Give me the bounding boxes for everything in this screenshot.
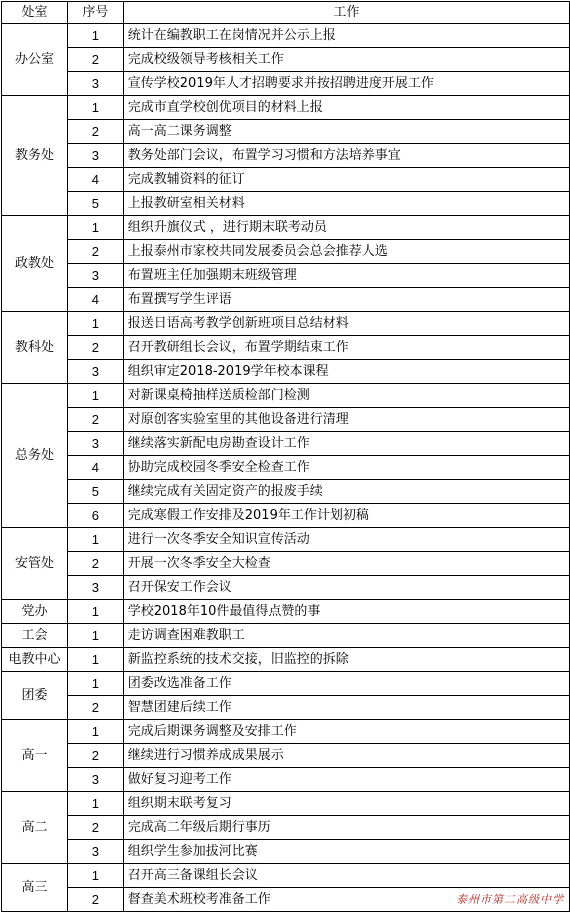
work-cell: 召开高三备课组长会议 bbox=[123, 864, 569, 888]
work-cell: 走访调查困难教职工 bbox=[123, 624, 569, 648]
dept-cell: 工会 bbox=[2, 624, 68, 648]
table-row bbox=[2, 96, 570, 120]
number-cell: 3 bbox=[67, 576, 123, 600]
work-cell: 组织审定2018-2019学年校本课程 bbox=[123, 360, 569, 384]
table-row bbox=[2, 600, 570, 624]
number-cell: 2 bbox=[67, 48, 123, 72]
work-cell: 完成市直学校创优项目的材料上报 bbox=[123, 96, 569, 120]
number-cell: 2 bbox=[67, 744, 123, 768]
table-row bbox=[2, 264, 570, 288]
number-cell: 4 bbox=[67, 168, 123, 192]
table-row bbox=[2, 48, 570, 72]
table-row bbox=[2, 552, 570, 576]
number-cell: 1 bbox=[67, 600, 123, 624]
work-cell: 对原创客实验室里的其他设备进行清理 bbox=[123, 408, 569, 432]
number-cell: 3 bbox=[67, 72, 123, 96]
number-cell: 2 bbox=[67, 888, 123, 912]
work-cell: 布置撰写学生评语 bbox=[123, 288, 569, 312]
number-cell: 1 bbox=[67, 624, 123, 648]
table-row bbox=[2, 336, 570, 360]
header-row bbox=[2, 2, 570, 24]
work-cell: 完成寒假工作安排及2019年工作计划初稿 bbox=[123, 504, 569, 528]
work-cell: 新监控系统的技术交接，旧监控的拆除 bbox=[123, 648, 569, 672]
number-cell: 3 bbox=[67, 264, 123, 288]
number-cell: 5 bbox=[67, 480, 123, 504]
number-cell: 3 bbox=[67, 840, 123, 864]
work-cell: 完成后期课务调整及安排工作 bbox=[123, 720, 569, 744]
work-cell: 继续进行习惯养成成果展示 bbox=[123, 744, 569, 768]
table-row bbox=[2, 528, 570, 552]
table-row bbox=[2, 144, 570, 168]
dept-cell: 党办 bbox=[2, 600, 68, 624]
number-cell: 3 bbox=[67, 144, 123, 168]
table-row bbox=[2, 840, 570, 864]
number-cell: 4 bbox=[67, 288, 123, 312]
dept-cell: 教务处 bbox=[2, 96, 68, 216]
table-row bbox=[2, 432, 570, 456]
work-cell: 完成高二年级后期行事历 bbox=[123, 816, 569, 840]
number-cell: 2 bbox=[67, 120, 123, 144]
table-row bbox=[2, 312, 570, 336]
table-row bbox=[2, 648, 570, 672]
number-cell: 2 bbox=[67, 336, 123, 360]
number-cell: 4 bbox=[67, 456, 123, 480]
work-cell: 组织升旗仪式 ，进行期末联考动员 bbox=[123, 216, 569, 240]
number-cell: 1 bbox=[67, 672, 123, 696]
number-cell: 1 bbox=[67, 384, 123, 408]
table-row bbox=[2, 624, 570, 648]
table-row bbox=[2, 240, 570, 264]
work-cell: 召开教研组长会议，布置学期结束工作 bbox=[123, 336, 569, 360]
work-cell: 完成教辅资料的征订 bbox=[123, 168, 569, 192]
dept-cell: 团委 bbox=[2, 672, 68, 720]
work-cell: 宣传学校2019年人才招聘要求并按招聘进度开展工作 bbox=[123, 72, 569, 96]
dept-cell: 教科处 bbox=[2, 312, 68, 384]
table-row bbox=[2, 408, 570, 432]
work-cell: 团委改选准备工作 bbox=[123, 672, 569, 696]
work-cell: 教务处部门会议，布置学习习惯和方法培养事宜 bbox=[123, 144, 569, 168]
number-cell: 2 bbox=[67, 240, 123, 264]
table-row bbox=[2, 816, 570, 840]
dept-cell: 政教处 bbox=[2, 216, 68, 312]
number-cell: 3 bbox=[67, 360, 123, 384]
work-cell: 对新课桌椅抽样送质检部门检测 bbox=[123, 384, 569, 408]
number-cell: 2 bbox=[67, 552, 123, 576]
header-num: 序号 bbox=[67, 2, 123, 24]
table-row bbox=[2, 120, 570, 144]
table-row bbox=[2, 480, 570, 504]
dept-cell: 电教中心 bbox=[2, 648, 68, 672]
table-body bbox=[2, 24, 570, 912]
work-cell: 上报泰州市家校共同发展委员会总会推荐人选 bbox=[123, 240, 569, 264]
dept-cell: 高二 bbox=[2, 792, 68, 864]
work-cell: 统计在编教职工在岗情况并公示上报 bbox=[123, 24, 569, 48]
table-row bbox=[2, 360, 570, 384]
work-cell: 继续落实新配电房勘查设计工作 bbox=[123, 432, 569, 456]
work-cell: 督查美术班校考准备工作 bbox=[123, 888, 569, 912]
work-cell: 开展一次冬季安全大检查 bbox=[123, 552, 569, 576]
work-plan-table bbox=[1, 1, 570, 912]
number-cell: 1 bbox=[67, 24, 123, 48]
dept-cell: 安管处 bbox=[2, 528, 68, 600]
work-cell: 召开保安工作会议 bbox=[123, 576, 569, 600]
work-cell: 高一高二课务调整 bbox=[123, 120, 569, 144]
header-dept: 处室 bbox=[2, 2, 68, 24]
number-cell: 1 bbox=[67, 720, 123, 744]
work-cell: 协助完成校园冬季安全检查工作 bbox=[123, 456, 569, 480]
table-row bbox=[2, 768, 570, 792]
table-row bbox=[2, 384, 570, 408]
dept-cell: 总务处 bbox=[2, 384, 68, 528]
number-cell: 1 bbox=[67, 864, 123, 888]
table-row bbox=[2, 504, 570, 528]
table-row bbox=[2, 72, 570, 96]
number-cell: 2 bbox=[67, 696, 123, 720]
table-row bbox=[2, 192, 570, 216]
work-cell: 组织期末联考复习 bbox=[123, 792, 569, 816]
work-cell: 继续完成有关固定资产的报废手续 bbox=[123, 480, 569, 504]
work-cell: 上报教研室相关材料 bbox=[123, 192, 569, 216]
table-row bbox=[2, 24, 570, 48]
dept-cell: 高三 bbox=[2, 864, 68, 912]
number-cell: 1 bbox=[67, 96, 123, 120]
dept-cell: 办公室 bbox=[2, 24, 68, 96]
number-cell: 3 bbox=[67, 768, 123, 792]
table-row bbox=[2, 216, 570, 240]
number-cell: 5 bbox=[67, 192, 123, 216]
number-cell: 2 bbox=[67, 816, 123, 840]
table-row bbox=[2, 576, 570, 600]
table-row bbox=[2, 672, 570, 696]
table-row bbox=[2, 168, 570, 192]
number-cell: 1 bbox=[67, 312, 123, 336]
work-cell: 进行一次冬季安全知识宣传活动 bbox=[123, 528, 569, 552]
work-cell: 做好复习迎考工作 bbox=[123, 768, 569, 792]
table-row bbox=[2, 720, 570, 744]
header-work: 工作 bbox=[123, 2, 569, 24]
number-cell: 3 bbox=[67, 432, 123, 456]
work-cell: 学校2018年10件最值得点赞的事 bbox=[123, 600, 569, 624]
number-cell: 2 bbox=[67, 408, 123, 432]
work-cell: 布置班主任加强期末班级管理 bbox=[123, 264, 569, 288]
number-cell: 6 bbox=[67, 504, 123, 528]
number-cell: 1 bbox=[67, 528, 123, 552]
table-row bbox=[2, 456, 570, 480]
table-row bbox=[2, 864, 570, 888]
number-cell: 1 bbox=[67, 792, 123, 816]
dept-cell: 高一 bbox=[2, 720, 68, 792]
number-cell: 1 bbox=[67, 648, 123, 672]
table-row bbox=[2, 792, 570, 816]
table-row bbox=[2, 696, 570, 720]
table-row bbox=[2, 288, 570, 312]
work-cell: 报送日语高考教学创新班项目总结材料 bbox=[123, 312, 569, 336]
work-cell: 智慧团建后续工作 bbox=[123, 696, 569, 720]
work-cell: 组织学生参加拔河比赛 bbox=[123, 840, 569, 864]
school-watermark: 泰州市第二高级中学 bbox=[456, 893, 564, 906]
number-cell: 1 bbox=[67, 216, 123, 240]
table-row bbox=[2, 744, 570, 768]
work-cell: 完成校级领导考核相关工作 bbox=[123, 48, 569, 72]
